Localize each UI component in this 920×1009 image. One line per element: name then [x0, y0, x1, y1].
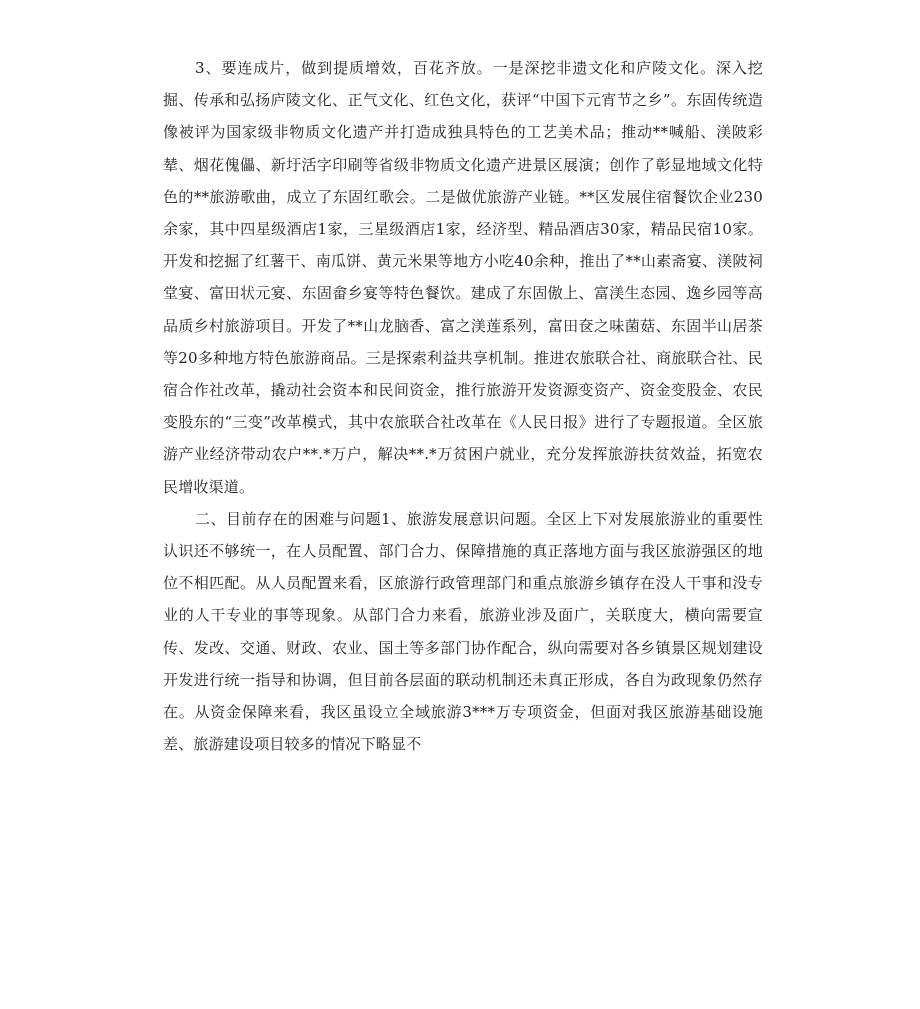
paragraph-current-problems: 二、目前存在的困难与问题1、旅游发展意识问题。全区上下对发展旅游业的重要性认识还不够统一，在人员配置、部门合力、保障措施的真正落地方面与我区旅游强区的地位不相匹配。从人员配置来看，区旅游行政管理部门和重点旅游乡镇存在没人干事和没专业的人干专业的事等现象。从部门合力来看，旅游业涉及面广，关联度大，横向需要宣传、发改、交通、财政、农业、国土等多部门协作配合，纵向需要对各乡镇景区规划建设开发进行统一指导和协调，但目前各层面的联动机制还未真正形成，各自为政现象仍然存在。从资金保障来看，我区虽设立全域旅游3***万专项资金，但面对我区旅游基础设施差、旅游建设项目较多的情况下略显不	[163, 509, 763, 754]
document-body	[163, 52, 763, 760]
paragraph-tourism-development-measures: 3、要连成片，做到提质增效，百花齐放。一是深挖非遗文化和庐陵文化。深入挖掘、传承和弘扬庐陵文化、正气文化、红色文化，获评“中国下元宵节之乡”。东固传统造像被评为国家级非物质文化遗产并打造成独具特色的工艺美术品；推动**喊船、渼陂彩辇、烟花傀儡、新圩活字印刷等省级非物质文化遗产进景区展演；创作了彰显地域文化特色的**旅游歌曲，成立了东固红歌会。二是做优旅游产业链。**区发展住宿餐饮企业230余家，其中四星级酒店1家，三星级酒店1家，经济型、精品酒店30家，精品民宿10家。开发和挖掘了红薯干、南瓜饼、黄元米果等地方小吃40余种，推出了**山素斋宴、渼陂祠堂宴、富田状元宴、东固畲乡宴等特色餐饮。建成了东固傲上、富渼生态园、逸乡园等高品质乡村旅游项目。开发了**山龙脑香、富之渼莲系列，富田奁之味菌菇、东固半山居茶等20多种地方特色旅游商品。三是探索利益共享机制。推进农旅联合社、商旅联合社、民宿合作社改革，撬动社会资本和民间资金，推行旅游开发资源变资产、资金变股金、农民变股东的“三变”改革模式，其中农旅联合社改革在《人民日报》进行了专题报道。全区旅游产业经济带动农户**.*万户，解决**.*万贫困户就业，充分发挥旅游扶贫效益，拓宽农民增收渠道。	[163, 59, 763, 496]
